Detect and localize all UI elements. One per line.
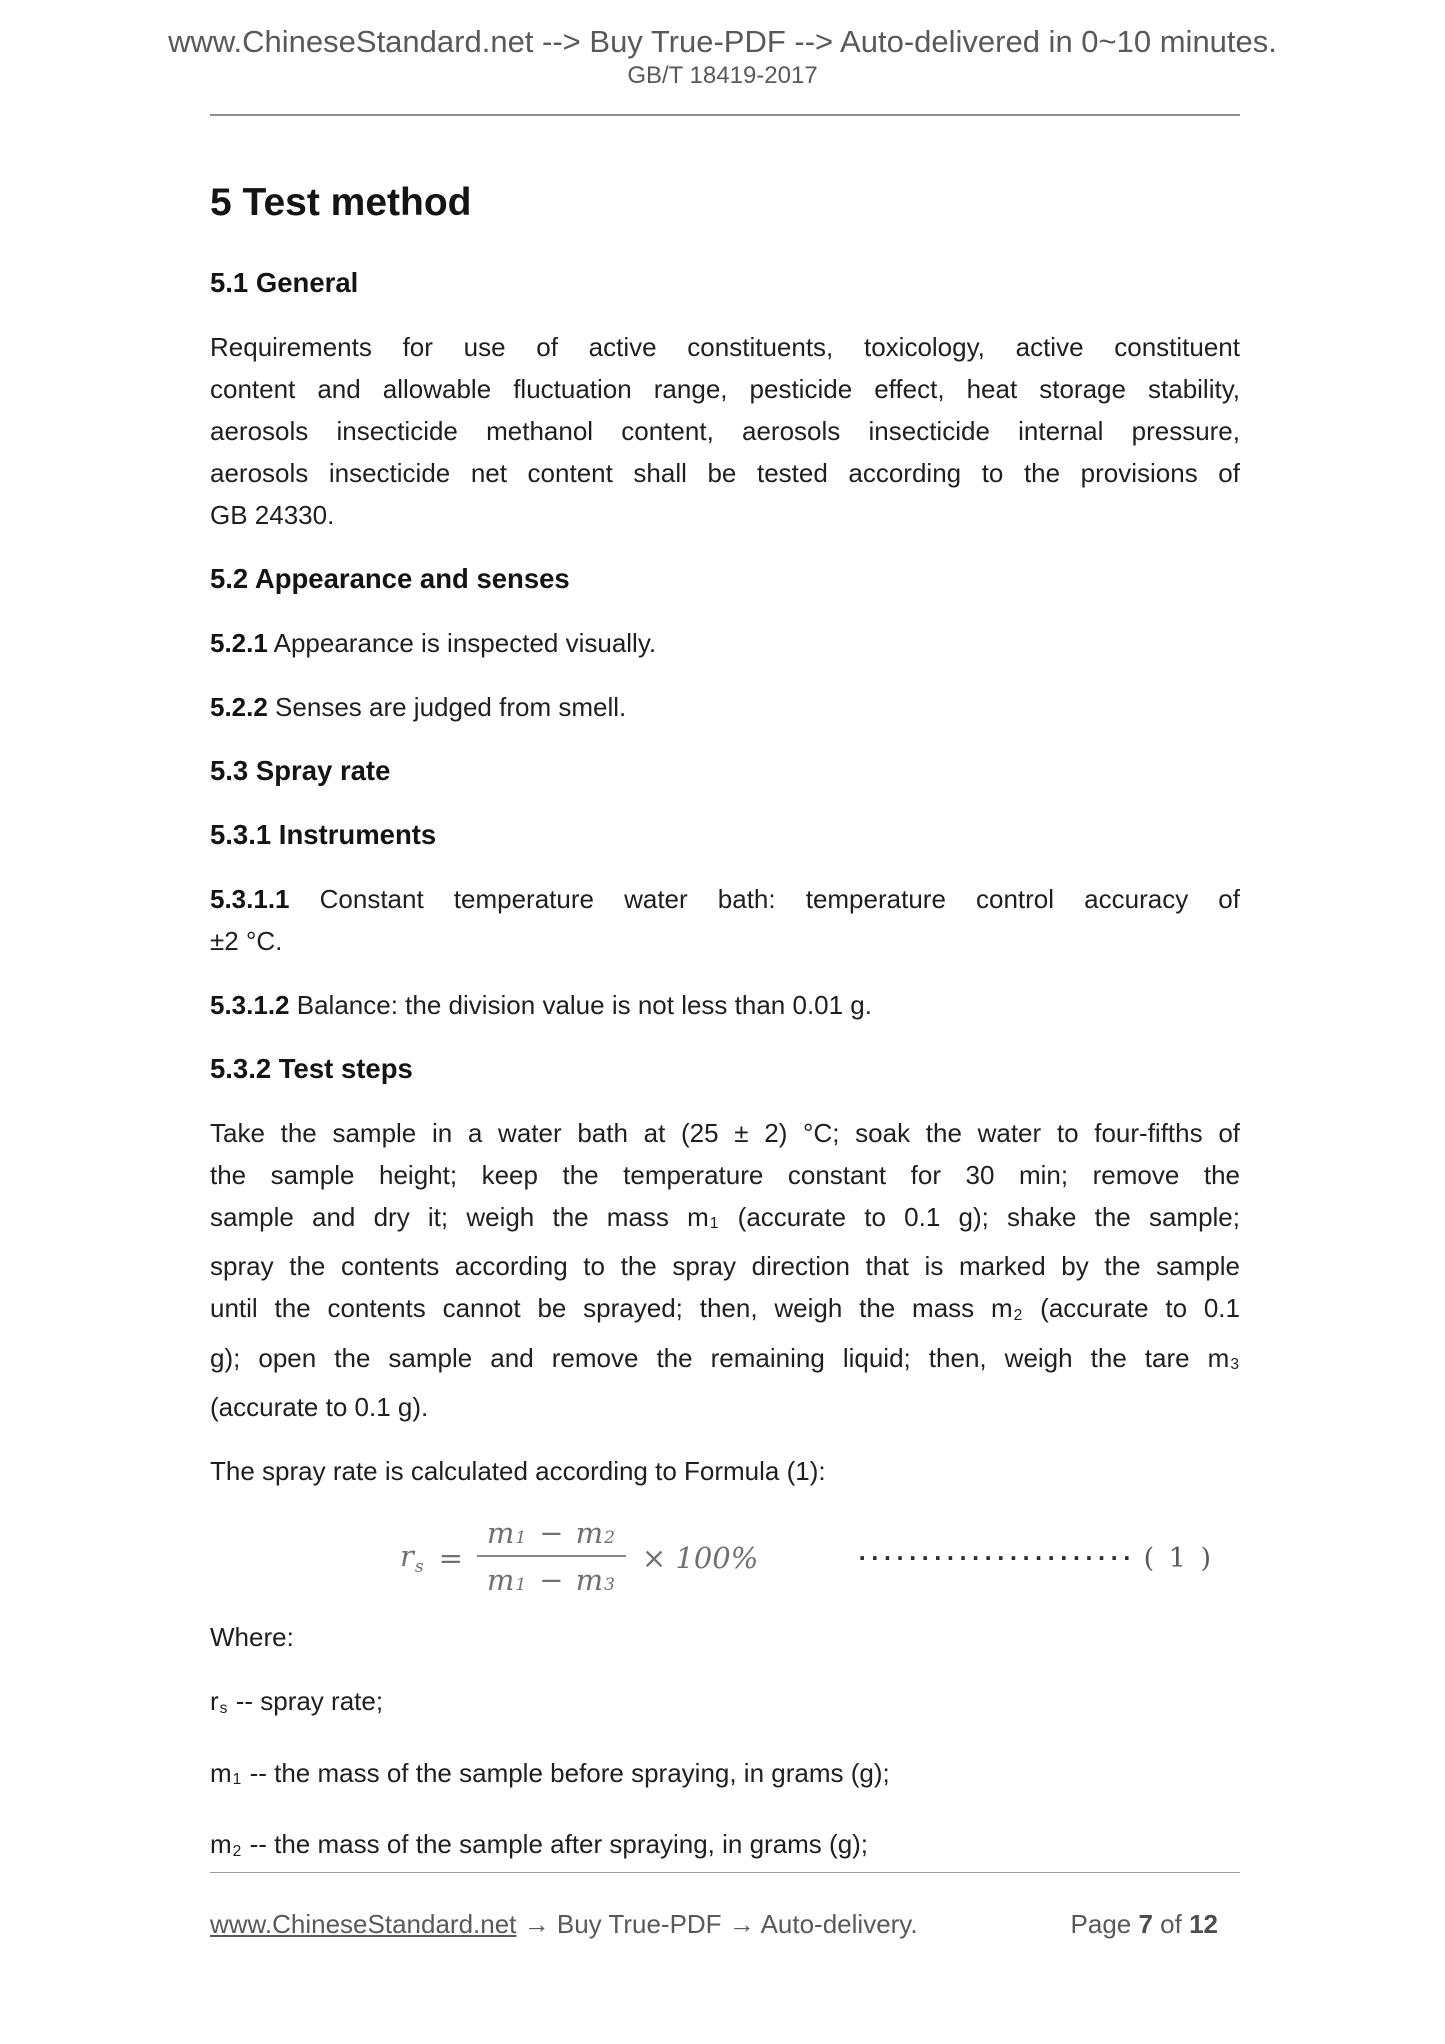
paragraph (210, 1112, 1240, 1428)
times-100-percent: × 100% (641, 1541, 759, 1576)
text-run: (accurate to 0.1 g); shake the sample; (719, 1202, 1240, 1232)
page-current: 7 (1138, 1909, 1153, 1939)
equals-sign: = (438, 1541, 463, 1576)
clause-number: 5.3 Spray rate (210, 755, 391, 786)
text-run: m (210, 1829, 232, 1860)
text-line (210, 1154, 1240, 1196)
text-line (210, 1450, 1240, 1492)
text-line (210, 1823, 1240, 1872)
page-word: Page (1070, 1909, 1139, 1939)
text-run: Constant temperature water bath: temperature control accuracy of (289, 884, 1240, 914)
subsection-heading (210, 814, 1240, 856)
variable-subscript: s (414, 1557, 424, 1578)
paragraph (210, 1616, 1240, 1658)
text-run: Requirements for use of active constituents, toxicology, active constituent (210, 332, 1240, 362)
text-run: aerosols insecticide methanol content, aerosols insecticide internal pressure, (210, 416, 1240, 446)
text-line (210, 1386, 1240, 1428)
text-run: Senses are judged from smell. (267, 692, 627, 722)
text-line (210, 368, 1240, 410)
text-run: -- the mass of the sample after spraying, in grams (g); (242, 1829, 869, 1860)
text-line (210, 1112, 1240, 1154)
page-total: 12 (1189, 1909, 1218, 1939)
clause-number: 5.3.1.2 (210, 990, 290, 1020)
clause-number: 5.3.1.1 (210, 884, 290, 914)
paragraph (210, 878, 1240, 962)
section-title (210, 178, 1240, 228)
text-line (210, 1287, 1240, 1336)
paragraph (210, 1823, 1240, 1872)
math-subscript: 2 (604, 1528, 615, 1549)
text-line (210, 1337, 1240, 1386)
fraction-numerator (477, 1514, 626, 1557)
document-body (210, 178, 1240, 1873)
page-footer (210, 1872, 1240, 1940)
text-run: Where: (210, 1622, 294, 1653)
paragraph (210, 686, 1240, 728)
text-line (210, 1752, 1240, 1801)
clause-number: 5.3.1 Instruments (210, 819, 437, 850)
math-variable: m (575, 1563, 604, 1598)
header-promo-text: www.ChineseStandard.net --> Buy True-PDF --> Auto-delivered in 0~10 minutes. (168, 24, 1277, 59)
paragraph (210, 1680, 1240, 1729)
math-variable: m (486, 1516, 515, 1551)
subsection-heading (210, 750, 1240, 792)
fraction (477, 1514, 626, 1602)
paragraph (210, 622, 1240, 664)
subsection-heading (210, 558, 1240, 600)
fraction-denominator (477, 1557, 626, 1602)
text-run: m (210, 1757, 232, 1788)
variable-base: r (400, 1539, 414, 1574)
text-run: content and allowable fluctuation range, pesticide effect, heat storage stability, (210, 374, 1240, 404)
paragraph (210, 1752, 1240, 1801)
formula-leader (858, 1543, 1240, 1574)
math-subscript: 1 (515, 1575, 527, 1596)
subscript: 1 (232, 1771, 242, 1789)
text-run: -- the mass of the sample before spraying, in grams (g); (242, 1757, 890, 1788)
text-line (210, 452, 1240, 494)
footer-divider (210, 1872, 1240, 1873)
clause-number: 5.2.2 (210, 692, 268, 722)
clause-number: 5.1 General (210, 267, 359, 298)
text-run: -- spray rate; (228, 1686, 384, 1717)
clause-number: 5.2.1 (210, 628, 268, 658)
text-line (210, 1245, 1240, 1287)
text-line (210, 878, 1240, 920)
text-run: g); open the sample and remove the remaining liquid; then, weigh the tare m (210, 1342, 1230, 1373)
subsection-heading (210, 262, 1240, 304)
subscript: 3 (1230, 1356, 1239, 1374)
math-variable: m (486, 1563, 515, 1598)
text-line (210, 750, 1240, 792)
paragraph (210, 984, 1240, 1026)
footer-site-link[interactable]: www.ChineseStandard.net (210, 1909, 517, 1939)
formula-variable (400, 1539, 425, 1577)
text-line (210, 686, 1240, 728)
math-subscript: 1 (515, 1528, 527, 1549)
text-run: sample and dry it; weigh the mass m (210, 1202, 709, 1232)
footer-delivery-line (210, 1909, 918, 1940)
standard-number: GB/T 18419-2017 (627, 62, 818, 89)
text-run: spray the contents according to the spray direction that is marked by the sample (210, 1251, 1240, 1282)
text-run: until the contents cannot be sprayed; then, weigh the mass m (210, 1293, 1013, 1324)
text-run: Take the sample in a water bath at (25 ± 2) °C; soak the water to four-fifths of (210, 1118, 1240, 1148)
text-line (210, 1048, 1240, 1090)
subscript: 1 (709, 1215, 719, 1233)
page-indicator (1071, 1909, 1218, 1940)
text-line (210, 1616, 1240, 1658)
minus-operator: − (539, 1563, 564, 1598)
text-line (210, 410, 1240, 452)
text-run: ±2 °C. (210, 926, 283, 956)
formula-number: ( 1 ) (1143, 1542, 1214, 1574)
clause-number: 5.3.2 Test steps (210, 1053, 413, 1084)
dotted-leader: ······················ (858, 1546, 1136, 1571)
text-line (210, 1680, 1240, 1729)
text-run: the sample height; keep the temperature constant for 30 min; remove the (210, 1160, 1240, 1190)
text-run: Balance: the division value is not less than 0.01 g. (289, 990, 872, 1020)
text-line (210, 814, 1240, 856)
paragraph (210, 1450, 1240, 1492)
text-line (210, 326, 1240, 368)
text-line (210, 984, 1240, 1026)
text-run: (accurate to 0.1 g). (210, 1392, 429, 1423)
text-line (210, 178, 1240, 228)
spray-rate-formula (210, 1514, 1240, 1602)
header-divider (210, 114, 1240, 116)
text-line (210, 622, 1240, 664)
footer-delivery-text: → Buy True-PDF → Auto-delivery. (516, 1909, 918, 1939)
paragraph (210, 326, 1240, 536)
math-variable: m (575, 1516, 604, 1551)
text-run: r (210, 1686, 219, 1717)
page-header (0, 0, 1445, 90)
subscript: 2 (1013, 1306, 1023, 1324)
subscript: 2 (232, 1842, 242, 1860)
text-run: The spray rate is calculated according to Formula (1): (210, 1456, 826, 1487)
text-line (210, 494, 1240, 536)
text-run: aerosols insecticide net content shall be tested according to the provisions of (210, 458, 1240, 488)
text-line (210, 1196, 1240, 1245)
content-blocks-top (210, 178, 1240, 1492)
of-word: of (1152, 1909, 1190, 1939)
text-line (210, 558, 1240, 600)
content-blocks-bottom (210, 1616, 1240, 1872)
text-run: Appearance is inspected visually. (267, 628, 657, 658)
clause-number: 5.2 Appearance and senses (210, 563, 570, 594)
text-run: (accurate to 0.1 (1023, 1293, 1240, 1324)
text-line (210, 920, 1240, 962)
text-run: GB 24330. (210, 500, 335, 530)
subscript: s (219, 1699, 228, 1717)
text-line (210, 262, 1240, 304)
math-subscript: 3 (604, 1575, 615, 1596)
subsection-heading (210, 1048, 1240, 1090)
minus-operator: − (539, 1516, 564, 1551)
clause-number: 5 Test method (210, 181, 472, 224)
